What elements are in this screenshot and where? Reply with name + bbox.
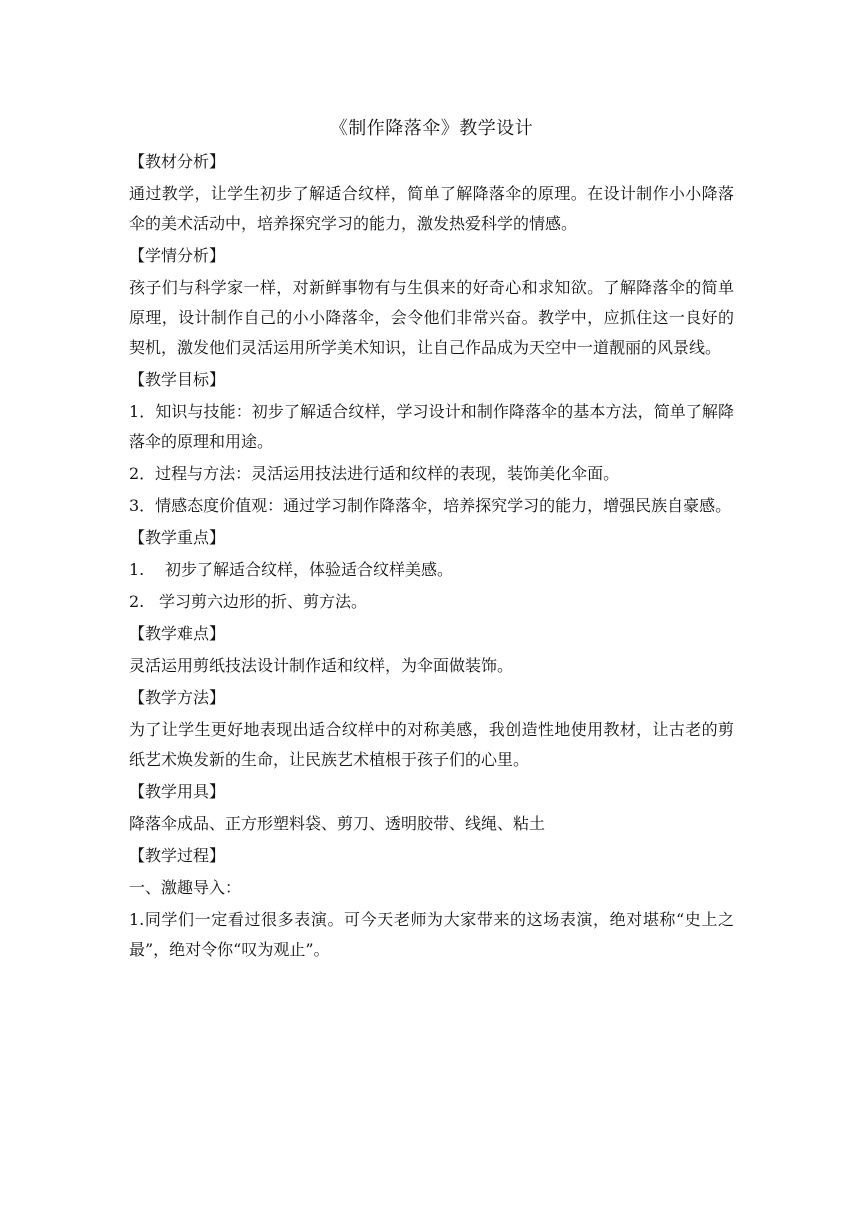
key-point-item-1 [129, 555, 734, 585]
heading-methods: 【教学方法】 [129, 688, 226, 707]
paragraph-student-analysis: 孩子们与科学家一样，对新鲜事物有与生俱来的好奇心和求知欲。了解降落伞的简单原理，设计制作自己的小小降落伞，会令他们非常兴奋。教学中，应抓住这一良好的契机，激发他们灵活运用所学美术知识，让自己作品成为天空中一道靓丽的风景线。 [129, 278, 734, 357]
paragraph-material-analysis: 通过教学，让学生初步了解适合纹样，简单了解降落伞的原理。在设计制作小小降落伞的美术活动中，培养探究学习的能力，激发热爱科学的情感。 [129, 184, 734, 233]
key-point-item-2 [129, 587, 734, 617]
key-point-number: 2. [129, 592, 145, 611]
paragraph-difficulties: 灵活运用剪纸技法设计制作适和纹样，为伞面做装饰。 [129, 656, 514, 675]
goal-item-2: 2．过程与方法：灵活运用技法进行适和纹样的表现，装饰美化伞面。 [129, 464, 620, 483]
key-point-text: 学习剪六边形的折、剪方法。 [159, 592, 368, 611]
heading-difficulties: 【教学难点】 [129, 624, 226, 643]
process-item-1: 1.同学们一定看过很多表演。可今天老师为大家带来的这场表演，绝对堪称“史上之最”，绝对令你“叹为观止”。 [129, 910, 734, 959]
goal-item-3: 3．情感态度价值观：通过学习制作降落伞，培养探究学习的能力，增强民族自豪感。 [129, 496, 732, 515]
goal-item-1: 1．知识与技能：初步了解适合纹样，学习设计和制作降落伞的基本方法，简单了解降落伞的原理和用途。 [129, 402, 734, 451]
paragraph-methods: 为了让学生更好地表现出适合纹样中的对称美感，我创造性地使用教材，让古老的剪纸艺术焕发新的生命，让民族艺术植根于孩子们的心里。 [129, 720, 734, 769]
process-subheading-intro: 一、激趣导入： [129, 878, 242, 897]
heading-tools: 【教学用具】 [129, 782, 226, 801]
heading-key-points: 【教学重点】 [129, 528, 226, 547]
heading-material-analysis: 【教材分析】 [129, 152, 226, 171]
document-title: 《制作降落伞》教学设计 [329, 118, 534, 139]
heading-student-analysis: 【学情分析】 [129, 246, 226, 265]
heading-goals: 【教学目标】 [129, 370, 226, 389]
paragraph-tools: 降落伞成品、正方形塑料袋、剪刀、透明胶带、线绳、粘土 [129, 814, 546, 833]
heading-process: 【教学过程】 [129, 846, 226, 865]
key-point-text: 初步了解适合纹样，体验适合纹样美感。 [165, 560, 454, 579]
document-body [129, 114, 734, 967]
key-point-number: 1. [129, 560, 145, 579]
